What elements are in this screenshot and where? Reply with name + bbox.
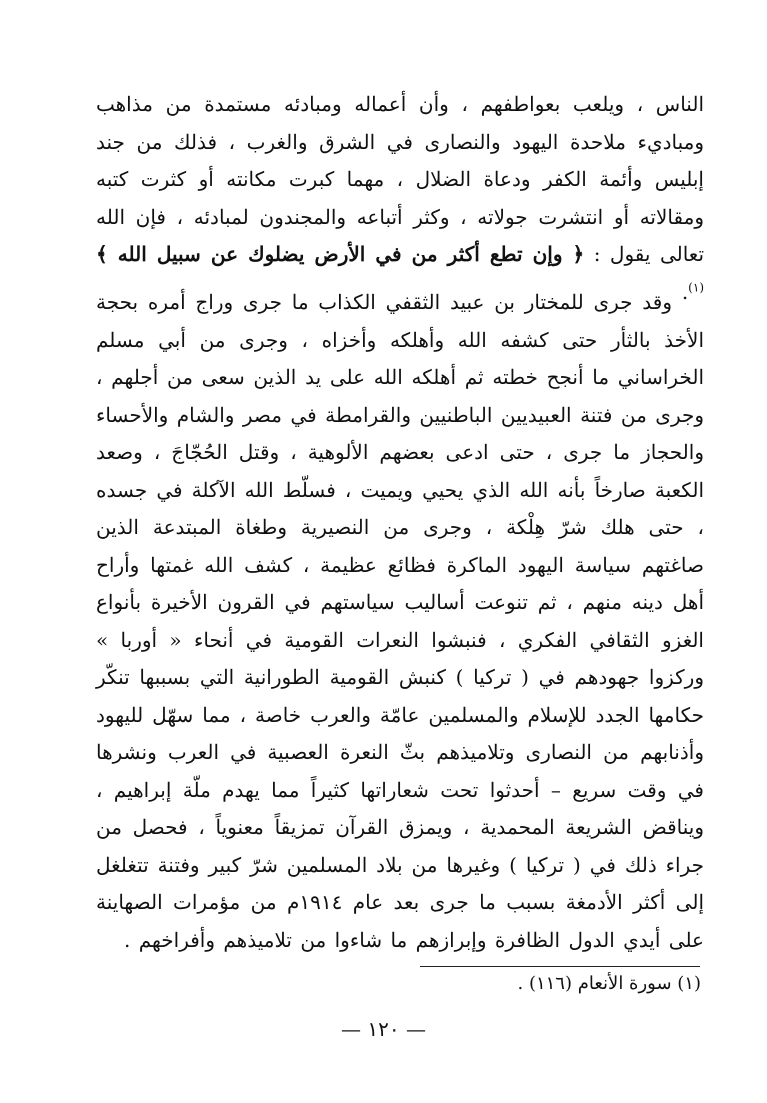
paragraph-1 <box>96 86 704 311</box>
footnote-divider <box>420 966 700 967</box>
quran-quote: ﴿ وإن تطع أكثر من في الأرض يضلوك عن سبيل الله ﴾ <box>96 242 585 266</box>
paragraph-1-text: الناس ، ويلعب بعواطفهم ، وأن أعماله ومبادئه مستمدة من مذاهب ومباديء ملاحدة اليهود والنصارى في الشرق والغرب ، فذلك من جند إبليس وأئمة الكفر ودعاة الضلال ، مهما كبرت مكانته أو كثرت كتبه ومقالاته أو انتشرت جولاته ، وكثر أتباعه والمجندون لمبادئه ، فإن الله تعالى يقول : <box>96 92 705 266</box>
footnote-marker: (١) <box>688 279 704 294</box>
paragraph-2: وقد جرى للمختار بن عبيد الثقفي الكذاب ما جرى وراج أمره بحجة الأخذ بالثأر حتى كشفه الله وأهلكه وأخزاه ، وجرى من أبي مسلم الخراساني ما أنجح خطته ثم أهلكه الله على يد الذين سعى من أجلهم ، وجرى من فتنة العبيديين الباطنيين والقرامطة في مصر والشام والأحساء والحجاز ما جرى ، حتى ادعى بعضهم الألوهية ، وقتل الحُجّاجَ ، وصعد الكعبة صارخاً بأنه الله الذي يحيي ويميت ، فسلّط الله الآكلة في جسده ، حتى هلك شرّ هِلْكة ، وجرى من النصيرية وطغاة المبتدعة الذين صاغتهم سياسة اليهود الماكرة فظائع عظيمة ، كشف الله غمتها وأراح أهل دينه منهم ، ثم تنوعت أساليب سياستهم في القرون الأخيرة بأنواع الغزو الثقافي الفكري ، فنبشوا النعرات القومية في أنحاء « أوربا » وركزوا جهودهم في ( تركيا ) كنبش القومية الطورانية التي بسببها تنكّر حكامها الجدد للإسلام والمسلمين عامّة والعرب خاصة ، مما سهّل لليهود وأذنابهم من النصارى وتلاميذهم بثّ النعرة العصبية في العرب ونشرها في وقت سريع – أحدثوا تحت شعاراتها كثيراً مما يهدم ملّة إبراهيم ، ويناقض الشريعة المحمدية ، ويمزق القرآن تمزيقاً معنوياً ، فحصل من جراء ذلك في ( تركيا ) وغيرها من بلاد المسلمين شرّ كبير وفتنة تتغلغل إلى أكثر الأدمغة بسبب ما جرى بعد عام ١٩١٤م من مؤمرات الصهاينة على أيدي الدول الظافرة وإبرازهم ما شاءوا من تلاميذهم وأفراخهم . <box>96 290 704 952</box>
footnote: (١) سورة الأنعام (١١٦) . <box>517 973 701 994</box>
paragraph-1-end: . <box>681 279 689 304</box>
page-number: — ١٢٠ — <box>341 1017 426 1041</box>
